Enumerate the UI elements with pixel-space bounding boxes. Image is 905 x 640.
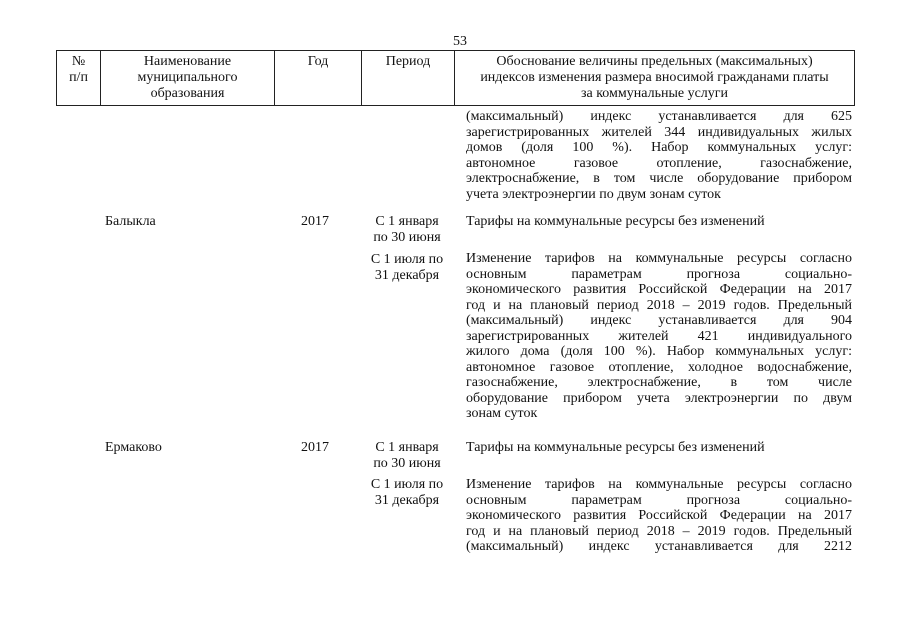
header-name: Наименование муниципального образования [137,54,238,101]
year-value: 2017 [301,214,329,229]
basis-line: зарегистрированных жителей 421 индивидуального [466,328,852,344]
basis-text [466,477,852,555]
basis-line: оборудование прибором учета электроэнергии по двум [466,390,852,406]
header-basis: Обоснование величины предельных (максимальных) индексов изменения размера вносимой гражданами платы за коммунальные услуги [480,54,829,101]
header-period: Период [385,54,431,69]
basis-line: Изменение тарифов на коммунальные ресурсы согласно [466,477,852,492]
continuation-line: учета электроэнергии по двум зонам суток [466,186,721,202]
header-year-cell [275,51,362,106]
basis-line: Изменение тарифов на коммунальные ресурсы согласно [466,251,852,266]
header-name-cell [101,51,275,106]
header-num-cell [57,51,101,106]
page-number: 53 [453,34,467,49]
basis-no-change: Тарифы на коммунальные ресурсы без изменений [466,440,765,455]
period-second-half [362,252,452,283]
year-value: 2017 [301,440,329,455]
basis-line: основным параметрам прогноза социально- [466,492,852,508]
period-line: С 1 июля по [370,477,444,492]
continuation-line: зарегистрированных жителей 344 индивидуальных жилых [466,124,852,140]
period-line: 31 декабря [374,267,440,283]
period-second-half [362,477,452,508]
basis-line: год и на плановый период 2018 – 2019 годов. Предельный [466,297,852,313]
continuation-text [466,109,852,202]
continuation-line: (максимальный) индекс устанавливается для 625 [466,109,852,124]
basis-line: (максимальный) индекс устанавливается для 2212 [466,539,852,554]
continuation-line: электроснабжение, в том числе оборудование прибором [466,171,852,186]
basis-line: основным параметрам прогноза социально- [466,266,852,282]
period-line: С 1 января [375,214,439,229]
table-header [56,50,855,106]
period-line: С 1 июля по [370,252,444,267]
municipality-name: Балыкла [105,214,156,229]
basis-line: экономического развития Российской Федерации на 2017 [466,508,852,523]
basis-line: газоснабжение, электроснабжение, в том числе [466,375,852,390]
header-period-cell [362,51,455,106]
period-line: 31 декабря [374,492,440,508]
header-num: № п/п [69,54,88,85]
continuation-line: домов (доля 100 %). Набор коммунальных услуг: [466,140,852,155]
header-year: Год [307,54,329,69]
header-basis-cell [455,51,855,106]
basis-line: экономического развития Российской Федерации на 2017 [466,282,852,297]
period-line: по 30 июня [373,229,441,245]
period-first-half [362,440,452,471]
basis-text [466,251,852,422]
basis-line: жилого дома (доля 100 %). Набор коммунальных услуг: [466,344,852,359]
continuation-line: автономное газовое отопление, газоснабжение, [466,155,852,171]
basis-line: зонам суток [466,406,538,421]
period-first-half [362,214,452,245]
basis-line: год и на плановый период 2018 – 2019 годов. Предельный [466,523,852,539]
basis-no-change: Тарифы на коммунальные ресурсы без изменений [466,214,765,229]
basis-line: автономное газовое отопление, холодное водоснабжение, [466,359,852,375]
period-line: по 30 июня [373,455,441,471]
period-line: С 1 января [375,440,439,455]
municipality-name: Ермаково [105,440,162,455]
basis-line: (максимальный) индекс устанавливается для 904 [466,313,852,328]
